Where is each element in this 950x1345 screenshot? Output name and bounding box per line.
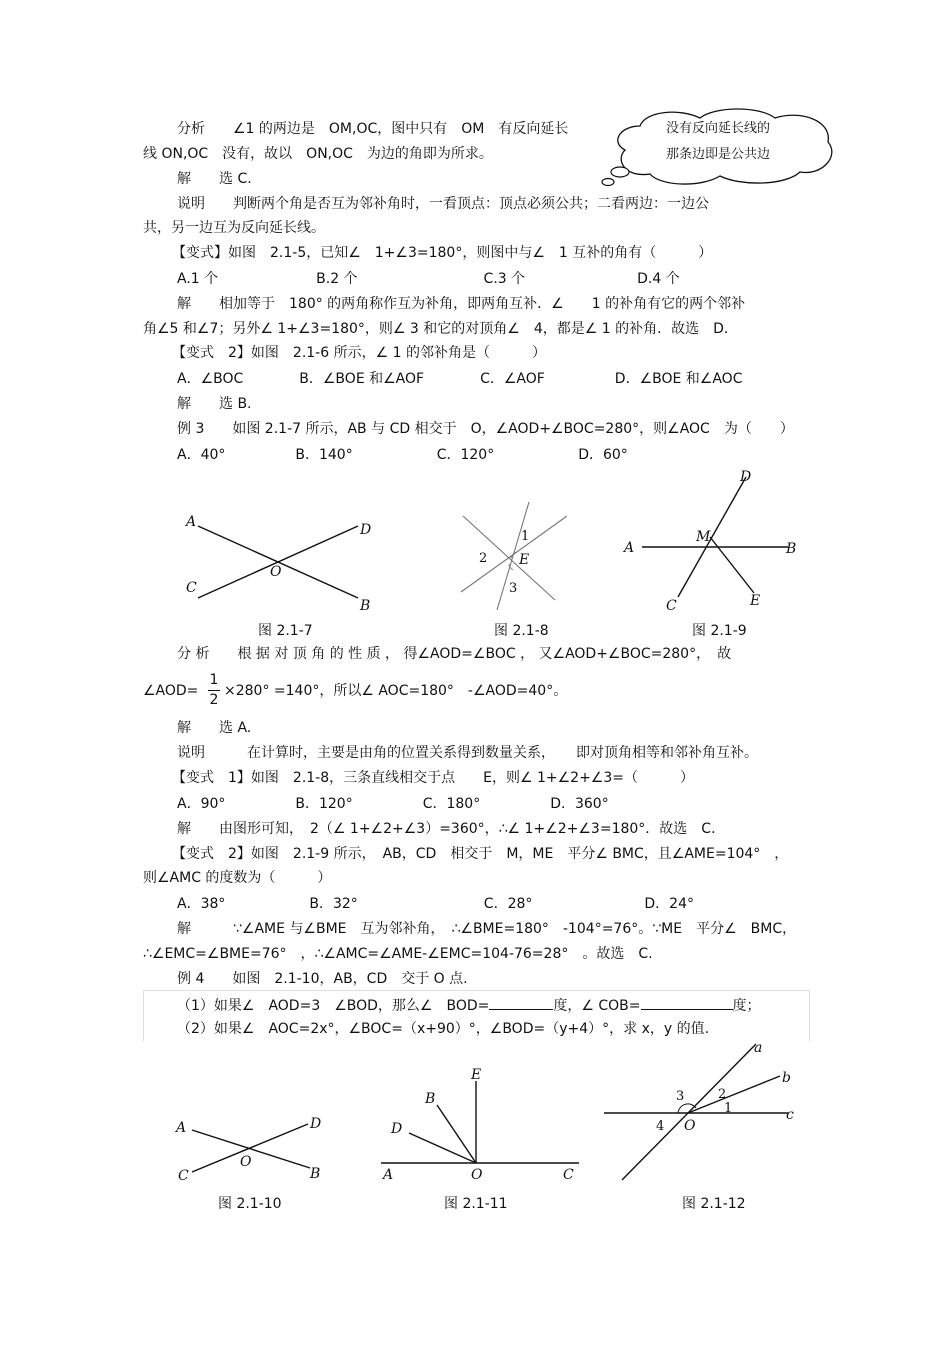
- fraction-numerator: 1: [209, 672, 219, 688]
- label-c: c: [786, 1107, 794, 1123]
- text-line: ∴∠EMC=∠BME=76° ，∴∠AMC=∠AME-∠EMC=104-76=28° 。故选 C.: [143, 946, 653, 962]
- analysis-suffix: ×280° =140°，所以∠ AOC=180° -∠AOD=40°。: [224, 683, 568, 699]
- label-o: O: [471, 1167, 483, 1183]
- label-a: a: [754, 1040, 763, 1056]
- caption-fig-2-1-7: 图 2.1-7: [258, 623, 313, 639]
- text-line: 说明 在计算时，主要是由角的位置关系得到数量关系， 即对顶角相等和邻补角互补。: [177, 745, 758, 761]
- question-1-text-c: 度；: [732, 998, 761, 1014]
- ray-b: [688, 1076, 780, 1113]
- label-c: C: [178, 1168, 189, 1184]
- ray-me: [710, 537, 754, 593]
- figure-2-1-12: [600, 1038, 810, 1188]
- text-line: 【变式 2】如图 2.1-9 所示， AB，CD 相交于 M，ME 平分∠ BMC，且∠AME=104° ，: [172, 846, 789, 862]
- caption-fig-2-1-9: 图 2.1-9: [692, 623, 747, 639]
- label-c: C: [666, 598, 677, 614]
- label-a: A: [176, 1120, 187, 1136]
- text-line: 解 相加等于 180° 的两角称作互为补角，即两角互补．∠ 1 的补角有它的两个邻补: [177, 296, 746, 312]
- text-line: 解 选 A.: [177, 720, 252, 736]
- question-1: [177, 995, 761, 1015]
- label-a: A: [186, 514, 197, 530]
- text-line: 例 4 如图 2.1-10，AB，CD 交于 O 点.: [177, 971, 468, 987]
- label-c: C: [186, 580, 197, 596]
- label-2: 2: [718, 1087, 727, 1102]
- text-line: A．90° B．120° C．180° D．360°: [177, 796, 609, 812]
- label-a: A: [624, 540, 635, 556]
- figure-2-1-7: [180, 510, 380, 620]
- answer-blank-cob[interactable]: [641, 995, 733, 1010]
- label-b: B: [360, 598, 371, 614]
- question-1-text-a: （1）如果∠ AOD=3 ∠BOD，那么∠ BOD=: [177, 998, 490, 1014]
- text-line: 【变式 1】如图 2.1-8，三条直线相交于点 E，则∠ 1+∠2+∠3=（ ）: [172, 770, 694, 786]
- label-d: D: [740, 469, 752, 485]
- text-line: 解 由图形可知， 2（∠ 1+∠2+∠3）=360°，∴∠ 1+∠2+∠3=180°．故选 C．: [177, 821, 726, 837]
- label-b: B: [786, 541, 797, 557]
- text-line: 则∠AMC 的度数为（ ）: [143, 870, 332, 886]
- label-d: D: [360, 522, 372, 538]
- caption-fig-2-1-11: 图 2.1-11: [444, 1196, 508, 1212]
- label-3: 3: [509, 581, 518, 596]
- label-b: b: [782, 1070, 791, 1086]
- label-o: O: [684, 1118, 696, 1134]
- label-e: E: [471, 1067, 482, 1083]
- text-line: 【变式 2】如图 2.1-6 所示，∠ 1 的邻补角是（ ）: [172, 345, 546, 361]
- text-line: 共，另一边互为反向延长线。: [143, 220, 325, 236]
- line-cd: [678, 477, 746, 597]
- fraction-bar: [208, 690, 220, 691]
- figure-2-1-8: [455, 500, 575, 615]
- caption-fig-2-1-10: 图 2.1-10: [218, 1196, 282, 1212]
- label-o: O: [270, 564, 282, 580]
- analysis-line-1: 分 析 根 据 对 顶 角 的 性 质 ， 得∠AOD=∠BOC ， 又∠AOD+∠BOC=280°， 故: [177, 646, 732, 662]
- caption-fig-2-1-8: 图 2.1-8: [494, 623, 549, 639]
- label-o: O: [240, 1154, 252, 1170]
- text-line: A．40° B．140° C．120° D．60°: [177, 447, 628, 463]
- label-4: 4: [656, 1119, 665, 1134]
- label-1: 1: [724, 1101, 733, 1116]
- callout-line-2: 那条边即是公共边: [666, 147, 771, 162]
- callout-line-1: 没有反向延长线的: [666, 121, 771, 136]
- text-line: 解 选 B.: [177, 396, 252, 412]
- label-b: B: [425, 1091, 436, 1107]
- label-e: E: [519, 552, 530, 568]
- text-line: A．38° B．32° C．28° D．24°: [177, 896, 694, 912]
- label-m: M: [696, 529, 711, 545]
- label-d: D: [391, 1121, 403, 1137]
- text-line: 【变式】如图 2.1-5，已知∠ 1+∠3=180°，则图中与∠ 1 互补的角有（ ）: [172, 245, 713, 261]
- text-line: 例 3 如图 2.1-7 所示，AB 与 CD 相交于 O，∠AOD+∠BOC=280°，则∠AOC 为（ ）: [177, 421, 794, 437]
- label-a: A: [383, 1167, 394, 1183]
- caption-fig-2-1-12: 图 2.1-12: [682, 1196, 746, 1212]
- text-line: A．∠BOC B．∠BOE 和∠AOF C．∠AOF D．∠BOE 和∠AOC: [177, 371, 743, 387]
- text-line: 说明 判断两个角是否互为邻补角时，一看顶点：顶点必须公共；二看两边：一边公: [177, 196, 709, 212]
- label-c: C: [563, 1167, 574, 1183]
- label-e: E: [750, 593, 761, 609]
- answer-blank-bod[interactable]: [489, 995, 553, 1010]
- text-line: 分析 ∠1 的两边是 OM,OC，图中只有 OM 有反向延长: [177, 121, 569, 137]
- figure-2-1-9: [620, 465, 810, 615]
- fraction-denominator: 2: [209, 692, 219, 708]
- question-1-text-b: 度，∠ COB=: [553, 998, 641, 1014]
- label-2: 2: [479, 551, 488, 566]
- text-line: 解 选 C.: [177, 171, 252, 187]
- figure-2-1-11: [375, 1065, 590, 1185]
- text-line: A.1 个 B.2 个 C.3 个 D.4 个: [177, 271, 680, 287]
- text-line: 解 ∵∠AME 与∠BME 互为邻补角， ∴∠BME=180° -104°=76°。∵ME 平分∠ BMC，: [177, 921, 797, 937]
- text-line: 线 ON,OC 没有，故以 ON,OC 为边的角即为所求。: [143, 146, 493, 162]
- analysis-prefix: ∠AOD=: [143, 683, 199, 699]
- label-1: 1: [521, 529, 530, 544]
- label-d: D: [310, 1116, 322, 1132]
- label-3: 3: [676, 1089, 685, 1104]
- question-2: （2）如果∠ AOC=2x°，∠BOC=（x+90）°，∠BOD=（y+4）°，求 x，y 的值.: [177, 1021, 710, 1037]
- text-line: 角∠5 和∠7；另外∠ 1+∠3=180°，则∠ 3 和它的对顶角∠ 4，都是∠ 1 的补角．故选 D．: [143, 321, 738, 337]
- figure-2-1-10: [170, 1110, 330, 1185]
- label-b: B: [310, 1166, 321, 1182]
